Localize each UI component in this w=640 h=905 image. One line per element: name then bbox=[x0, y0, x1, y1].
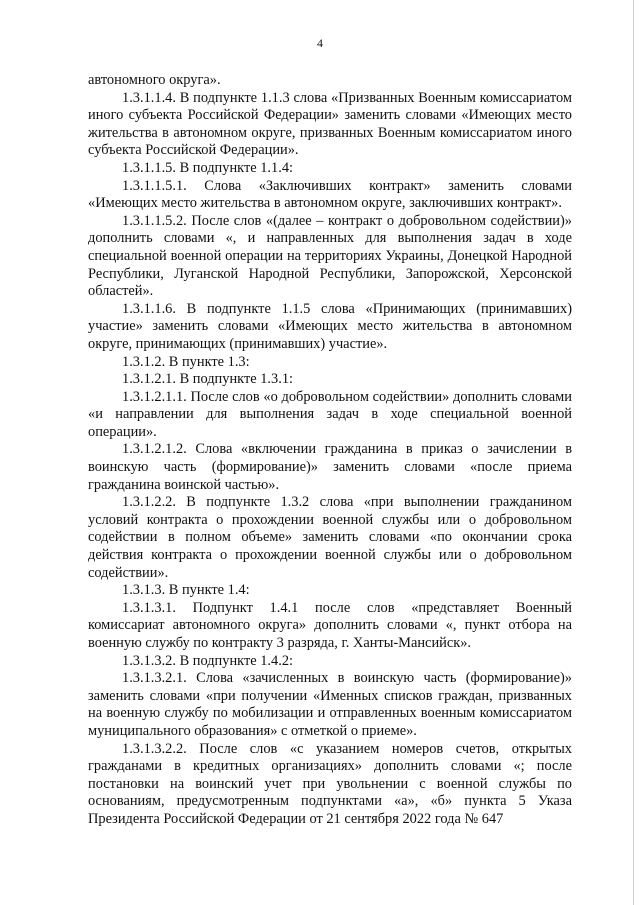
paragraph: 1.3.1.3.2. В подпункте 1.4.2: bbox=[122, 652, 294, 669]
paragraph: 1.3.1.3.1. Подпункт 1.4.1 после слов «представляет Военный комиссариат автономного округа» дополнить словами «, пункт отбора на военную службу по контракту 3 разряда, г. Ханты-Мансийск». bbox=[88, 599, 572, 651]
paragraph: 1.3.1.1.5.2. После слов «(далее – контракт о добровольном содействии)» дополнить словами «, и направленных для выполнения задач в ходе специальной военной операции на территориях Украины, Донецкой Народной Республики, Луганской Народной Республики, Запорожской, Херсонской областей». bbox=[88, 212, 572, 300]
document-body bbox=[88, 72, 572, 829]
paragraph: 1.3.1.1.6. В подпункте 1.1.5 слова «Принимающих (принимавших) участие» заменить словами «Имеющих место жительства в автономном округе, принимающих (принимавших) участие». bbox=[88, 300, 572, 352]
paragraph: 1.3.1.2.1. В подпункте 1.3.1: bbox=[122, 371, 294, 388]
paragraph: 1.3.1.3. В пункте 1.4: bbox=[122, 582, 250, 599]
page-number: 4 bbox=[317, 36, 323, 50]
paragraph: 1.3.1.2. В пункте 1.3: bbox=[122, 353, 250, 370]
paragraph: 1.3.1.2.1.2. Слова «включении гражданина в приказ о зачислении в воинскую часть (формирование)» заменить словами «после приема гражданина воинской частью». bbox=[88, 441, 572, 493]
paragraph: 1.3.1.1.4. В подпункте 1.1.3 слова «Призванных Военным комиссариатом иного субъекта Российской Федерации» заменить словами «Имеющих место жительства в автономном округе, призванных Военным комиссариатом иного субъекта Российской Федерации». bbox=[88, 89, 572, 159]
paragraph: 1.3.1.2.2. В подпункте 1.3.2 слова «при выполнении гражданином условий контракта о прохождении военной службы или о добровольном содействии в полном объеме» заменить словами «по окончании срока действия контракта о прохождении военной службы или о добровольном содействии». bbox=[88, 494, 572, 581]
paragraph: 1.3.1.3.2.2. После слов «с указанием номеров счетов, открытых гражданами в кредитных организациях» дополнить словами «; после постановки на воинский учет при увольнении с военной службы по основаниям, предусмотренным подпунктами «а», «б» пункта 5 Указа Президента Российской Федерации от 21 сентября 2022 года № 647 bbox=[88, 740, 572, 827]
paragraph: 1.3.1.1.5.1. Слова «Заключивших контракт» заменить словами «Имеющих место жительства в автономном округе, заключивших контракт». bbox=[88, 177, 572, 212]
paragraph: 1.3.1.1.5. В подпункте 1.1.4: bbox=[122, 159, 294, 176]
scan-edge-line bbox=[633, 0, 634, 905]
paragraph: автономного округа». bbox=[88, 72, 221, 88]
paragraph: 1.3.1.3.2.1. Слова «зачисленных в воинскую часть (формирование)» заменить словами «при получении «Именных списков граждан, призванных на военную службу по мобилизации и отправленных военным комиссариатом муниципального образования» с отметкой о приеме». bbox=[88, 670, 572, 739]
paragraph: 1.3.1.2.1.1. После слов «о добровольном содействии» дополнить словами «и направлении для выполнения задач в ходе специальной военной операции». bbox=[88, 388, 572, 440]
